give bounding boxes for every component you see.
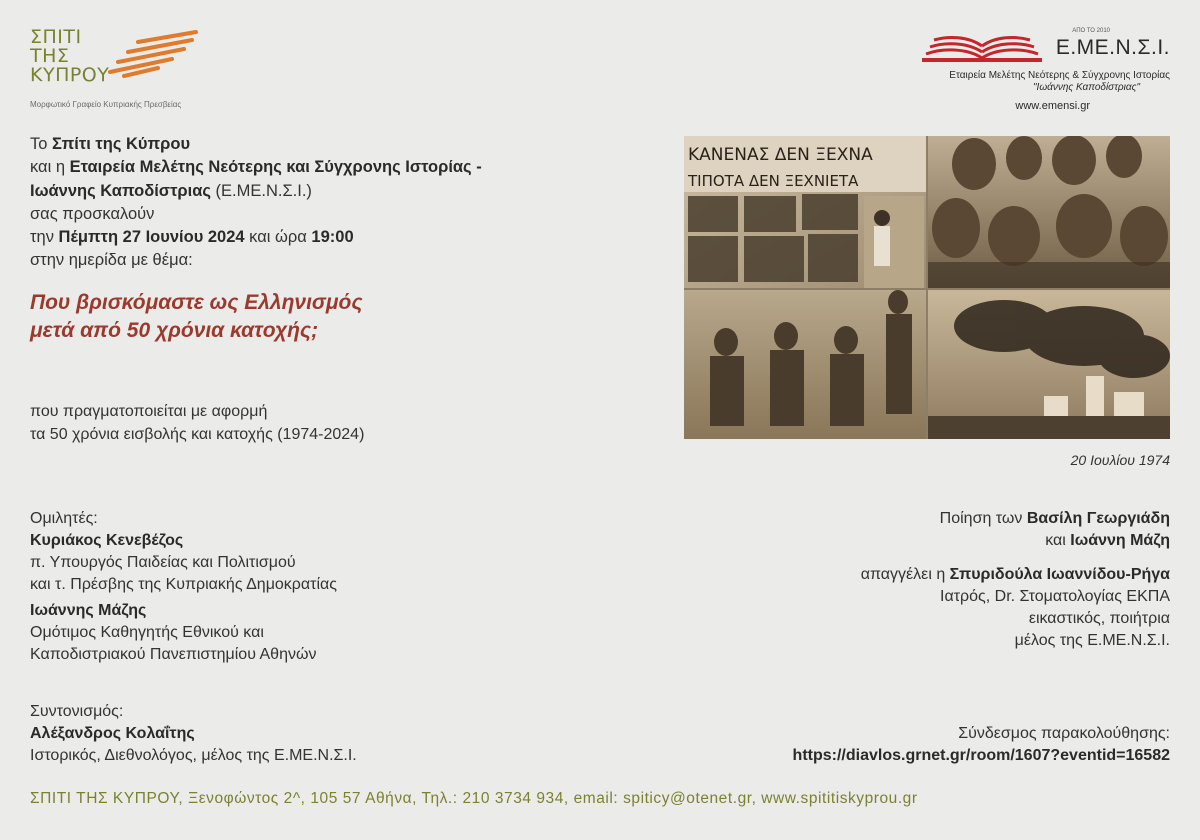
logo-right-name: Ε.ΜΕ.Ν.Σ.Ι. — [1055, 36, 1170, 59]
event-title — [30, 289, 630, 345]
intro-line-1: Το Σπίτι της Κύπρου — [30, 135, 191, 153]
purpose-line-2: τα 50 χρόνια εισβολής και κατοχής (1974-2024) — [30, 426, 365, 443]
moderator-name: Αλέξανδρος Κολαΐτης — [30, 725, 195, 742]
speaker-role: Ομότιμος Καθηγητής Εθνικού και — [30, 624, 264, 641]
intro-line-3: Ιωάννης Καποδίστριας (Ε.ΜΕ.Ν.Σ.Ι.) — [30, 181, 312, 200]
purpose-line-1: που πραγματοποιείται με αφορμή — [30, 403, 268, 420]
speaker-role: Καποδιστριακού Πανεπιστημίου Αθηνών — [30, 646, 317, 663]
logo-left-subtitle: Μορφωτικό Γραφείο Κυπριακής Πρεσβείας — [30, 100, 182, 109]
poetry-line-4: Ιατρός, Dr. Στοματολογίας ΕΚΠΑ — [940, 588, 1170, 605]
stream-label: Σύνδεσμος παρακολούθησης: — [958, 725, 1170, 742]
logo-right-fullname-2: "Ιωάννης Καποδίστριας" — [1033, 82, 1140, 93]
poetry-line-2: και Ιωάννη Μάζη — [1045, 532, 1170, 549]
footer-contact: ΣΠΙΤΙ ΤΗΣ ΚΥΠΡΟΥ, Ξενοφώντος 2^, 105 57 Αθήνα, Τηλ.: 210 3734 934, email: spiticy@otenet.gr, www.spititiskyprou.gr — [30, 790, 918, 807]
speaker-role: και τ. Πρέσβης της Κυπριακής Δημοκρατίας — [30, 576, 337, 593]
poetry-line-1: Ποίηση των Βασίλη Γεωργιάδη — [939, 510, 1170, 527]
logo-left-line2: ΤΗΣ — [30, 45, 70, 67]
logo-right-fullname-1: Εταιρεία Μελέτης Νεότερης & Σύγχρονης Ιστορίας — [949, 70, 1170, 81]
intro-line-6: στην ημερίδα με θέμα: — [30, 251, 193, 270]
spiti-tis-kyprou-logo — [30, 28, 250, 118]
moderator-section — [30, 701, 550, 767]
poster-text-line-1: ΚΑΝΕΝΑΣ ΔΕΝ ΞΕΧΝΑ — [688, 145, 873, 165]
poetry-line-6: μέλος της Ε.ΜΕ.Ν.Σ.Ι. — [1014, 632, 1170, 649]
event-purpose — [30, 400, 590, 446]
historical-photo-collage — [684, 136, 1170, 439]
event-title-line-2: μετά από 50 χρόνια κατοχής; — [30, 319, 319, 342]
event-title-line-1: Που βρισκόμαστε ως Ελληνισμός — [30, 291, 363, 314]
poetry-line-5: εικαστικός, ποιήτρια — [1028, 610, 1170, 627]
speaker-name: Ιωάννης Μάζης — [30, 602, 147, 619]
speakers-section — [30, 508, 550, 666]
logo-right-since: ΑΠΟ ΤΟ 2010 — [1072, 28, 1110, 34]
intro-line-5: την Πέμπτη 27 Ιουνίου 2024 και ώρα 19:00 — [30, 228, 354, 247]
logo-right-website[interactable]: www.emensi.gr — [1015, 100, 1090, 112]
stream-section — [650, 723, 1170, 767]
photo-caption: 20 Ιουλίου 1974 — [1070, 452, 1170, 468]
speaker-role: π. Υπουργός Παιδείας και Πολιτισμού — [30, 554, 296, 571]
intro-line-4: σας προσκαλούν — [30, 204, 155, 223]
poster-text-line-2: ΤΙΠΟΤΑ ΔΕΝ ΞΕΧΝΙΕΤΑ — [688, 172, 859, 190]
photo-collage-image — [684, 136, 1170, 439]
orange-stripes-icon — [100, 30, 200, 80]
moderator-role: Ιστορικός, Διεθνολόγος, μέλος της Ε.ΜΕ.Ν.Σ.Ι. — [30, 747, 357, 764]
poetry-section — [690, 508, 1170, 652]
logo-left-line3: ΚΥΠΡΟΥ — [30, 64, 110, 86]
stream-link[interactable]: https://diavlos.grnet.gr/room/1607?eventid=16582 — [792, 747, 1170, 764]
emensi-logo — [910, 22, 1170, 122]
speakers-heading: Ομιλητές: — [30, 510, 98, 527]
moderator-heading: Συντονισμός: — [30, 703, 124, 720]
poetry-line-3: απαγγέλει η Σπυριδούλα Ιωαννίδου-Ρήγα — [860, 566, 1170, 583]
logo-left-line1: ΣΠΙΤΙ — [30, 26, 82, 48]
open-book-icon — [922, 30, 1042, 62]
invitation-intro — [30, 133, 630, 273]
intro-line-2: και η Εταιρεία Μελέτης Νεότερης και Σύγχρονης Ιστορίας - — [30, 158, 482, 177]
speaker-name: Κυριάκος Κενεβέζος — [30, 532, 184, 549]
